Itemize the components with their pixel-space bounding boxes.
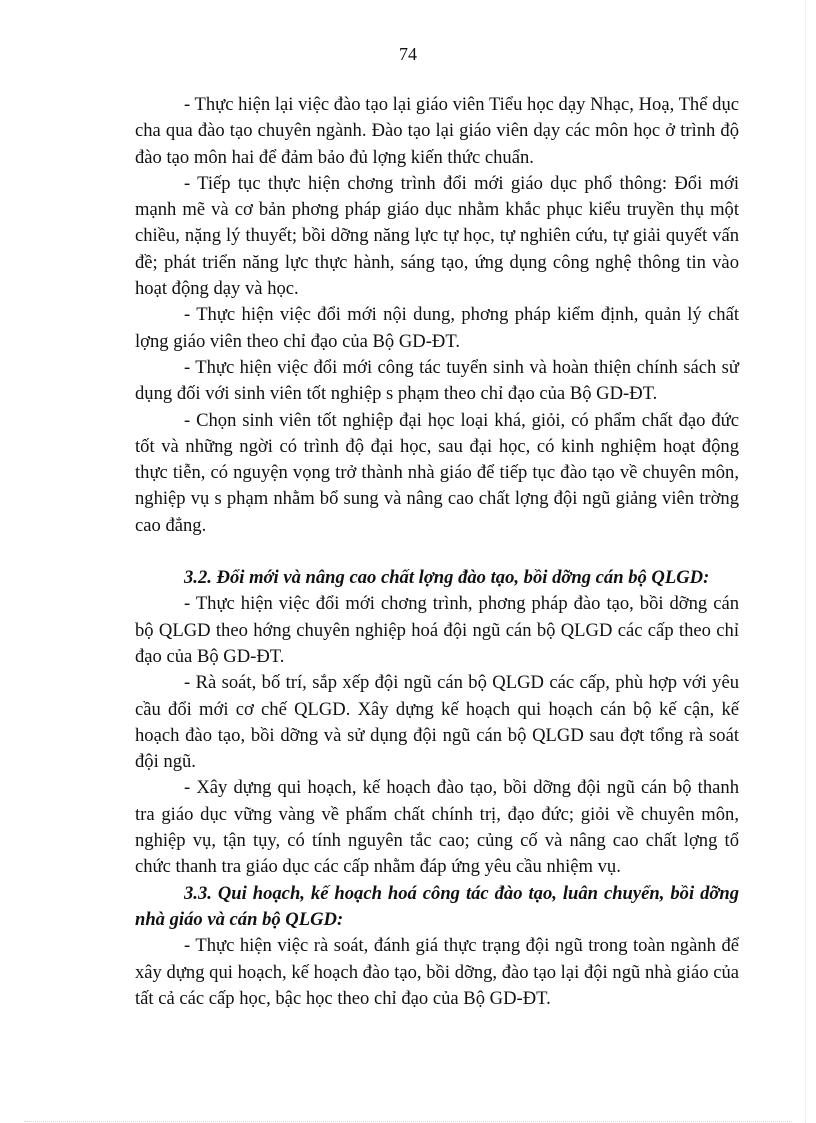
paragraph: - Chọn sinh viên tốt nghiệp đại học loại khá, giỏi, có phẩm chất đạo đức tốt và những ngời có trình độ đại học, sau đại học, có kinh nghiệm hoạt động thực tiễn, có nguyện vọng trở thành nhà giáo để tiếp tục đào tạo về chuyên môn, nghiệp vụ s phạm nhằm bổ sung và nâng cao chất lợng đội ngũ giảng viên trờng cao đẳng. xyxy=(135,409,739,536)
page-number: 74 xyxy=(399,44,417,64)
paragraph: - Thực hiện lại việc đào tạo lại giáo viên Tiểu học dạy Nhạc, Hoạ, Thể dục cha qua đào tạo chuyên ngành. Đào tạo lại giáo viên dạy các môn học ở trình độ đào tạo môn hai để đảm bảo đủ lợng kiến thức chuẩn. xyxy=(135,94,739,168)
paragraph: - Thực hiện việc đổi mới chơng trình, phơng pháp đào tạo, bồi dỡng cán bộ QLGD theo hớng chuyên nghiệp hoá đội ngũ cán bộ QLGD các cấp theo chỉ đạo của Bộ GD-ĐT. xyxy=(135,593,739,667)
document-body xyxy=(135,92,739,1012)
paragraph: - Tiếp tục thực hiện chơng trình đổi mới giáo dục phổ thông: Đổi mới mạnh mẽ và cơ bản phơng pháp giáo dục nhằm khắc phục kiểu truyền thụ một chiều, nặng lý thuyết; bồi dỡng năng lực tự học, tự nghiên cứu, tự giải quyết vấn đề; phát triển năng lực thực hành, sáng tạo, ứng dụng công nghệ thông tin vào hoạt động dạy và học. xyxy=(135,172,739,300)
page-bottom-rule xyxy=(24,1121,792,1122)
paragraph: - Xây dựng qui hoạch, kế hoạch đào tạo, bồi dỡng đội ngũ cán bộ thanh tra giáo dục vững vàng về phẩm chất chính trị, đạo đức; giỏi về chuyên môn, nghiệp vụ, tận tụy, có tính nguyên tắc cao; củng cố và nâng cao chất lợng tổ chức thanh tra giáo dục các cấp nhằm đáp ứng yêu cầu nhiệm vụ. xyxy=(135,777,739,878)
paragraph: - Thực hiện việc đổi mới nội dung, phơng pháp kiểm định, quản lý chất lợng giáo viên theo chỉ đạo của Bộ GD-ĐT. xyxy=(135,304,739,352)
section-heading-3-2: 3.2. Đổi mới và nâng cao chất lợng đào tạo, bồi dỡng cán bộ QLGD: xyxy=(184,567,710,589)
paragraph: - Thực hiện việc rà soát, đánh giá thực trạng đội ngũ trong toàn ngành để xây dựng qui hoạch, kế hoạch đào tạo, bồi dỡng, đào tạo lại đội ngũ nhà giáo của tất cả các cấp học, bậc học theo chỉ đạo của Bộ GD-ĐT. xyxy=(135,935,739,1009)
page-edge-rule xyxy=(805,0,806,1123)
paragraph: - Rà soát, bố trí, sắp xếp đội ngũ cán bộ QLGD các cấp, phù hợp với yêu cầu đổi mới cơ chế QLGD. Xây dựng kế hoạch qui hoạch cán bộ kế cận, kế hoạch đào tạo, bồi dỡng và sử dụng đội ngũ cán bộ QLGD sau đợt tổng rà soát đội ngũ. xyxy=(135,672,739,773)
section-heading-3-3: 3.3. Qui hoạch, kế hoạch hoá công tác đào tạo, luân chuyển, bồi dỡng nhà giáo và cán bộ QLGD: xyxy=(135,882,739,930)
paragraph: - Thực hiện việc đổi mới công tác tuyển sinh và hoàn thiện chính sách sử dụng đối với sinh viên tốt nghiệp s phạm theo chỉ đạo của Bộ GD-ĐT. xyxy=(135,356,739,405)
